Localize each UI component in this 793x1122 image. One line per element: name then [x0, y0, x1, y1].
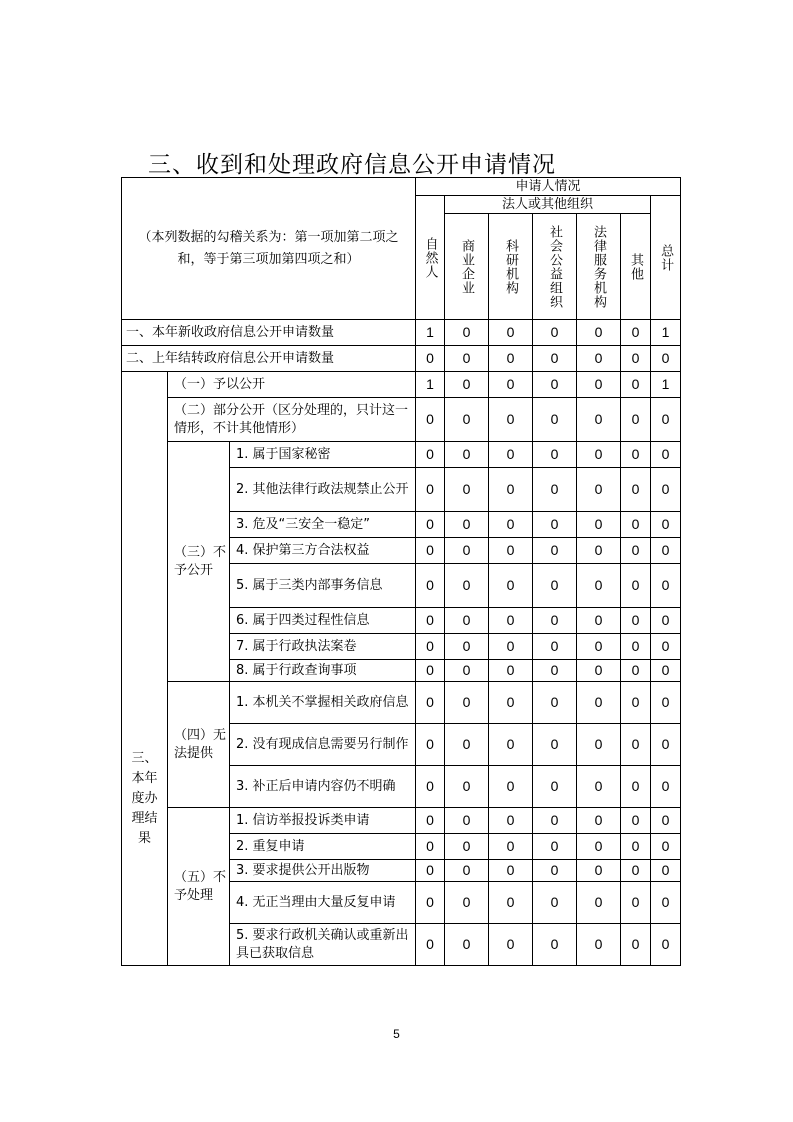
value-cell: 0: [489, 682, 533, 724]
header-note-cell: [122, 178, 416, 320]
value-cell: 0: [445, 634, 489, 660]
g5-item-label: [230, 860, 416, 882]
value-cell: 0: [533, 442, 577, 468]
table-row: [122, 346, 681, 372]
g4-item-text: 1. 本机关不掌握相关政府信息: [236, 694, 409, 710]
value-cell: 0: [489, 882, 533, 924]
value-cell: 0: [651, 660, 681, 682]
g5-item-text: 2. 重复申请: [236, 838, 305, 854]
value-cell: 0: [577, 538, 621, 564]
value-cell: 0: [445, 882, 489, 924]
g5-item-label: [230, 808, 416, 834]
value-cell: 0: [416, 924, 445, 966]
value-cell: 0: [577, 682, 621, 724]
g4-item-label: [230, 682, 416, 724]
value-cell: 0: [416, 346, 445, 372]
header-commercial: 商业企业: [445, 214, 489, 320]
value-cell: 0: [621, 808, 651, 834]
value-cell: 0: [621, 682, 651, 724]
value-cell: 0: [533, 468, 577, 512]
value-cell: 0: [489, 634, 533, 660]
value-cell: 0: [577, 372, 621, 398]
header-social: 社会公益组织: [533, 214, 577, 320]
value-cell: 0: [621, 860, 651, 882]
value-cell: 0: [651, 634, 681, 660]
result-label-text: 三、本年度办理结果: [131, 750, 158, 846]
value-cell: 0: [416, 682, 445, 724]
value-cell: 1: [651, 320, 681, 346]
value-cell: 0: [416, 882, 445, 924]
value-cell: 0: [577, 766, 621, 808]
g2-label: [168, 398, 416, 442]
value-cell: 0: [416, 398, 445, 442]
header-total: 总计: [651, 196, 681, 320]
value-cell: 0: [621, 320, 651, 346]
g5-item-text: 4. 无正当理由大量反复申请: [236, 894, 396, 910]
value-cell: 0: [533, 346, 577, 372]
value-cell: 0: [489, 834, 533, 860]
value-cell: 0: [533, 766, 577, 808]
value-cell: 0: [489, 346, 533, 372]
value-cell: 0: [577, 808, 621, 834]
value-cell: 0: [621, 608, 651, 634]
header-note: （本列数据的勾稽关系为：第一项加第二项之和，等于第三项加第四项之和）: [138, 229, 399, 267]
g3-label: [168, 442, 230, 682]
value-cell: 0: [533, 398, 577, 442]
value-cell: 0: [621, 372, 651, 398]
value-cell: 0: [621, 660, 651, 682]
g3-item-text: 6. 属于四类过程性信息: [236, 612, 370, 628]
g3-item-text: 5. 属于三类内部事务信息: [236, 577, 383, 593]
value-cell: 0: [577, 834, 621, 860]
header-other: 其他: [621, 214, 651, 320]
g4-label: [168, 682, 230, 808]
value-cell: 0: [577, 660, 621, 682]
value-cell: 0: [577, 882, 621, 924]
value-cell: 0: [416, 724, 445, 766]
value-cell: 0: [651, 924, 681, 966]
value-cell: 0: [445, 924, 489, 966]
value-cell: 0: [445, 346, 489, 372]
value-cell: 0: [651, 538, 681, 564]
value-cell: 0: [621, 442, 651, 468]
value-cell: 0: [577, 346, 621, 372]
value-cell: 0: [533, 372, 577, 398]
value-cell: 0: [416, 468, 445, 512]
value-cell: 0: [489, 660, 533, 682]
value-cell: 0: [577, 564, 621, 608]
g3-item-label: [230, 512, 416, 538]
value-cell: 0: [651, 468, 681, 512]
value-cell: 0: [651, 860, 681, 882]
value-cell: 0: [416, 860, 445, 882]
value-cell: 0: [445, 538, 489, 564]
g4-label-text: （四）无法提供: [174, 727, 227, 761]
g4-item-text: 2. 没有现成信息需要另行制作: [236, 736, 409, 752]
g3-item-label: [230, 442, 416, 468]
g5-label: [168, 808, 230, 966]
value-cell: 0: [533, 882, 577, 924]
value-cell: 0: [577, 398, 621, 442]
g5-item-text: 3. 要求提供公开出版物: [236, 862, 370, 878]
value-cell: 0: [445, 724, 489, 766]
result-label: [122, 372, 168, 966]
value-cell: 0: [621, 834, 651, 860]
value-cell: 1: [651, 372, 681, 398]
g3-item-label: [230, 538, 416, 564]
table-row: [122, 682, 681, 724]
value-cell: 0: [621, 468, 651, 512]
row-label-carry: 二、上年结转政府信息公开申请数量: [122, 346, 416, 372]
value-cell: 0: [651, 808, 681, 834]
value-cell: 0: [445, 682, 489, 724]
g3-item-label: [230, 660, 416, 682]
value-cell: 0: [445, 860, 489, 882]
value-cell: 0: [489, 398, 533, 442]
g3-item-label: [230, 634, 416, 660]
value-cell: 0: [489, 924, 533, 966]
header-legal-service: 法律服务机构: [577, 214, 621, 320]
value-cell: 0: [533, 834, 577, 860]
value-cell: 0: [489, 766, 533, 808]
g3-label-text: （三）不予公开: [174, 544, 227, 578]
value-cell: 0: [533, 924, 577, 966]
table-row: [122, 808, 681, 834]
value-cell: 0: [651, 398, 681, 442]
g4-item-label: [230, 766, 416, 808]
value-cell: 0: [416, 834, 445, 860]
row-label-new: 一、本年新收政府信息公开申请数量: [122, 320, 416, 346]
header-research: 科研机构: [489, 214, 533, 320]
value-cell: 0: [489, 564, 533, 608]
value-cell: 0: [445, 398, 489, 442]
g3-item-text: 1. 属于国家秘密: [236, 446, 331, 462]
value-cell: 0: [651, 834, 681, 860]
g3-item-text: 7. 属于行政执法案卷: [236, 638, 357, 654]
value-cell: 0: [445, 834, 489, 860]
table-row: [122, 398, 681, 442]
value-cell: 0: [621, 564, 651, 608]
value-cell: 0: [489, 808, 533, 834]
g4-item-text: 3. 补正后申请内容仍不明确: [236, 778, 396, 794]
value-cell: 0: [489, 860, 533, 882]
value-cell: 0: [416, 608, 445, 634]
g3-item-label: [230, 564, 416, 608]
page-number: 5: [393, 1027, 400, 1041]
value-cell: 0: [416, 442, 445, 468]
value-cell: 0: [533, 860, 577, 882]
value-cell: 0: [445, 766, 489, 808]
g1-label: （一）予以公开: [168, 372, 416, 398]
value-cell: 0: [489, 512, 533, 538]
value-cell: 0: [577, 860, 621, 882]
table-row: [122, 320, 681, 346]
g3-item-label: [230, 608, 416, 634]
value-cell: 0: [533, 682, 577, 724]
g2-label-text: （二）部分公开（区分处理的，只计这一情形，不计其他情形）: [174, 402, 409, 436]
value-cell: 0: [445, 808, 489, 834]
value-cell: 0: [533, 538, 577, 564]
value-cell: 0: [651, 724, 681, 766]
value-cell: 0: [416, 634, 445, 660]
value-cell: 0: [489, 608, 533, 634]
g5-item-text: 5. 要求行政机关确认或重新出具已获取信息: [236, 927, 409, 961]
value-cell: 0: [489, 372, 533, 398]
value-cell: 0: [416, 564, 445, 608]
header-legal-org: 法人或其他组织: [445, 196, 651, 214]
value-cell: 0: [416, 512, 445, 538]
value-cell: 0: [651, 512, 681, 538]
value-cell: 0: [651, 564, 681, 608]
value-cell: 0: [445, 512, 489, 538]
value-cell: 0: [416, 538, 445, 564]
g5-item-text: 1. 信访举报投诉类申请: [236, 812, 370, 828]
value-cell: 0: [621, 512, 651, 538]
table-row: [122, 442, 681, 468]
value-cell: 0: [621, 634, 651, 660]
g3-item-text: 4. 保护第三方合法权益: [236, 542, 370, 558]
g5-label-text: （五）不予处理: [174, 869, 227, 903]
g3-item-text: 2. 其他法律行政法规禁止公开: [236, 481, 409, 497]
value-cell: 1: [416, 372, 445, 398]
value-cell: 0: [533, 564, 577, 608]
g3-item-label: [230, 468, 416, 512]
value-cell: 0: [445, 442, 489, 468]
value-cell: 0: [651, 882, 681, 924]
g4-item-label: [230, 724, 416, 766]
header-applicant: 申请人情况: [416, 178, 681, 196]
value-cell: 0: [651, 442, 681, 468]
value-cell: 0: [489, 538, 533, 564]
value-cell: 0: [416, 766, 445, 808]
value-cell: 0: [416, 808, 445, 834]
value-cell: 0: [445, 608, 489, 634]
value-cell: 0: [533, 634, 577, 660]
g5-item-label: [230, 924, 416, 966]
value-cell: 0: [533, 660, 577, 682]
value-cell: 0: [651, 766, 681, 808]
value-cell: 1: [416, 320, 445, 346]
value-cell: 0: [577, 924, 621, 966]
value-cell: 0: [533, 808, 577, 834]
value-cell: 0: [621, 882, 651, 924]
value-cell: 0: [651, 346, 681, 372]
value-cell: 0: [489, 468, 533, 512]
value-cell: 0: [416, 660, 445, 682]
value-cell: 0: [533, 724, 577, 766]
value-cell: 0: [577, 442, 621, 468]
value-cell: 0: [577, 320, 621, 346]
g3-item-text: 3. 危及“三安全一稳定”: [236, 516, 371, 532]
disclosure-table: [121, 177, 681, 966]
value-cell: 0: [621, 346, 651, 372]
value-cell: 0: [489, 442, 533, 468]
value-cell: 0: [445, 660, 489, 682]
value-cell: 0: [651, 608, 681, 634]
value-cell: 0: [445, 564, 489, 608]
value-cell: 0: [445, 372, 489, 398]
value-cell: 0: [621, 766, 651, 808]
value-cell: 0: [489, 724, 533, 766]
g3-item-text: 8. 属于行政查询事项: [236, 662, 357, 678]
section-title: 三、收到和处理政府信息公开申请情况: [148, 152, 556, 178]
value-cell: 0: [621, 724, 651, 766]
value-cell: 0: [577, 608, 621, 634]
g5-item-label: [230, 834, 416, 860]
value-cell: 0: [489, 320, 533, 346]
value-cell: 0: [651, 682, 681, 724]
value-cell: 0: [621, 398, 651, 442]
value-cell: 0: [577, 468, 621, 512]
value-cell: 0: [577, 634, 621, 660]
value-cell: 0: [577, 724, 621, 766]
value-cell: 0: [445, 320, 489, 346]
value-cell: 0: [621, 924, 651, 966]
table-row: [122, 372, 681, 398]
value-cell: 0: [577, 512, 621, 538]
header-natural-person: 自然人: [416, 196, 445, 320]
value-cell: 0: [445, 468, 489, 512]
value-cell: 0: [533, 512, 577, 538]
value-cell: 0: [533, 320, 577, 346]
g5-item-label: [230, 882, 416, 924]
value-cell: 0: [533, 608, 577, 634]
value-cell: 0: [621, 538, 651, 564]
